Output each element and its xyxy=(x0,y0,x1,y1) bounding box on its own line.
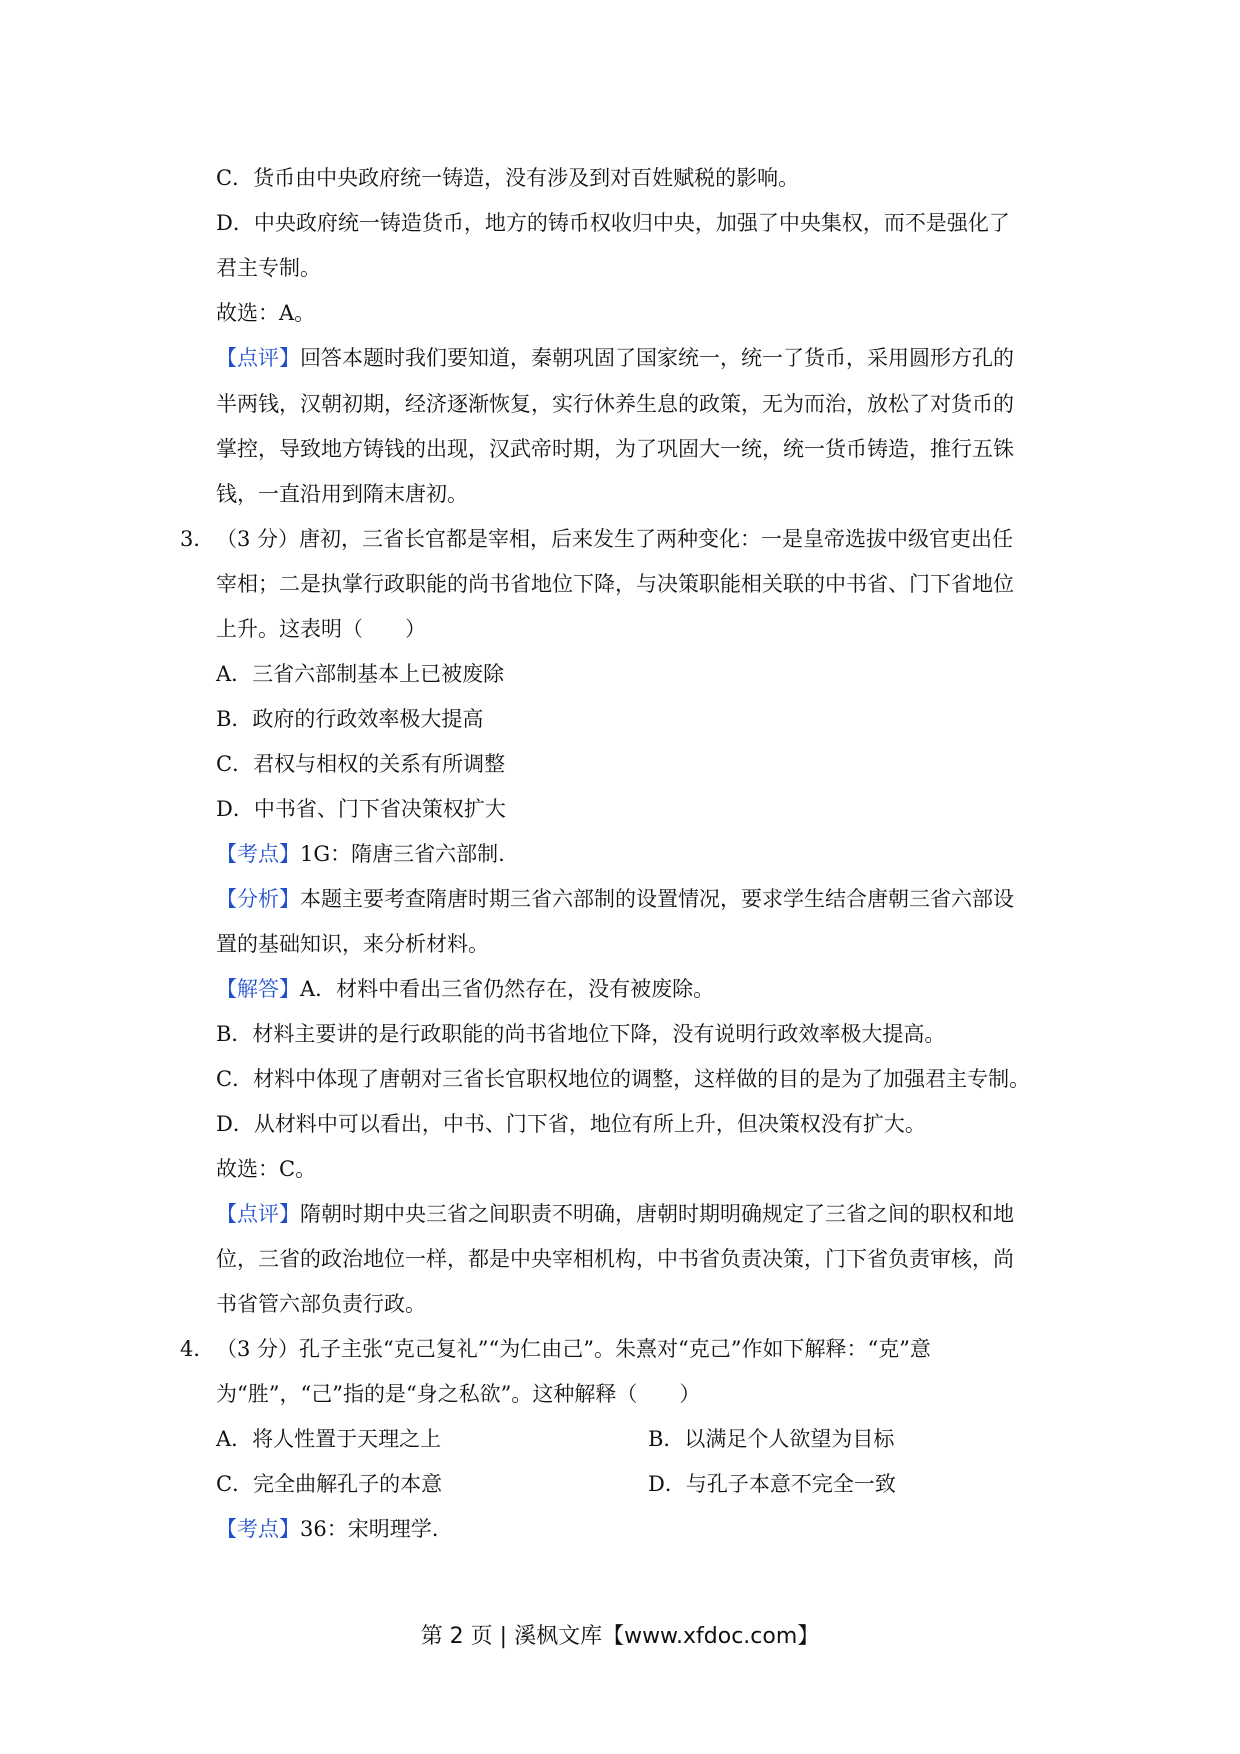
comment-tag: 【点评】 xyxy=(216,1202,300,1226)
prev-comment-line3: 掌控，导致地方铸钱的出现，汉武帝时期，为了巩固大一统，统一货币铸造，推行五铢 xyxy=(216,437,1014,461)
prev-option-d-line2: 君主专制。 xyxy=(216,256,321,280)
question-4-option-a: A．将人性置于天理之上 xyxy=(216,1427,442,1451)
question-3-comment-line3: 书省管六部负责行政。 xyxy=(216,1292,426,1316)
question-3-jieda-c: C．材料中体现了唐朝对三省长官职权地位的调整，这样做的目的是为了加强君主专制。 xyxy=(216,1067,1031,1091)
question-3-fenxi-line1 xyxy=(216,884,1014,914)
kaodian-tag: 【考点】 xyxy=(216,842,300,866)
question-3-answer: 故选：C。 xyxy=(216,1157,317,1181)
kaodian-text: 1G：隋唐三省六部制. xyxy=(300,842,505,866)
kaodian-text: 36：宋明理学. xyxy=(300,1517,439,1541)
fenxi-text: 本题主要考查隋唐时期三省六部制的设置情况，要求学生结合唐朝三省六部设 xyxy=(300,887,1014,911)
question-4-option-b: B．以满足个人欲望为目标 xyxy=(648,1427,895,1451)
question-4-stem-line1: （3 分）孔子主张“克己复礼”“为仁由己”。朱熹对“克己”作如下解释：“克”意 xyxy=(216,1337,931,1361)
prev-comment-line1 xyxy=(216,343,1014,373)
comment-text: 隋朝时期中央三省之间职责不明确，唐朝时期明确规定了三省之间的职权和地 xyxy=(300,1202,1014,1226)
question-3-jieda-d: D．从材料中可以看出，中书、门下省，地位有所上升，但决策权没有扩大。 xyxy=(216,1112,926,1136)
question-3-jieda-a xyxy=(216,974,714,1004)
question-3-option-c: C．君权与相权的关系有所调整 xyxy=(216,752,506,776)
comment-tag: 【点评】 xyxy=(216,346,300,370)
question-3-option-a: A．三省六部制基本上已被废除 xyxy=(216,662,505,686)
page-footer: 第 2 页 | 溪枫文库【www.xfdoc.com】 xyxy=(420,1624,820,1649)
jieda-tag: 【解答】 xyxy=(216,977,300,1001)
question-4-number: 4． xyxy=(180,1337,215,1361)
question-4-option-c: C．完全曲解孔子的本意 xyxy=(216,1472,443,1496)
prev-option-d-line1: D．中央政府统一铸造货币，地方的铸币权收归中央，加强了中央集权，而不是强化了 xyxy=(216,211,1010,235)
question-3-comment-line1 xyxy=(216,1199,1014,1229)
question-3-jieda-b: B．材料主要讲的是行政职能的尚书省地位下降，没有说明行政效率极大提高。 xyxy=(216,1022,946,1046)
prev-answer: 故选：A。 xyxy=(216,301,316,325)
question-3-option-b: B．政府的行政效率极大提高 xyxy=(216,707,484,731)
prev-comment-line2: 半两钱，汉朝初期，经济逐渐恢复，实行休养生息的政策，无为而治，放松了对货币的 xyxy=(216,392,1014,416)
question-3-comment-line2: 位，三省的政治地位一样，都是中央宰相机构，中书省负责决策，门下省负责审核，尚 xyxy=(216,1247,1014,1271)
question-4-kaodian xyxy=(216,1514,438,1544)
jieda-text: A．材料中看出三省仍然存在，没有被废除。 xyxy=(300,977,715,1001)
prev-comment-line4: 钱，一直沿用到隋末唐初。 xyxy=(216,482,468,506)
question-3-stem-line2: 宰相；二是执掌行政职能的尚书省地位下降，与决策职能相关联的中书省、门下省地位 xyxy=(216,572,1014,596)
comment-text: 回答本题时我们要知道，秦朝巩固了国家统一，统一了货币，采用圆形方孔的 xyxy=(300,346,1014,370)
fenxi-tag: 【分析】 xyxy=(216,887,300,911)
question-3-stem-line3: 上升。这表明（ ） xyxy=(216,617,426,641)
prev-option-c: C．货币由中央政府统一铸造，没有涉及到对百姓赋税的影响。 xyxy=(216,166,800,190)
question-4-option-d: D．与孔子本意不完全一致 xyxy=(648,1472,896,1496)
question-4-stem-line2: 为“胜”，“己”指的是“身之私欲”。这种解释（ ） xyxy=(216,1382,701,1406)
kaodian-tag: 【考点】 xyxy=(216,1517,300,1541)
question-3-kaodian xyxy=(216,839,505,869)
question-3-fenxi-line2: 置的基础知识，来分析材料。 xyxy=(216,932,489,956)
question-3-number: 3． xyxy=(180,527,215,551)
question-3-option-d: D．中书省、门下省决策权扩大 xyxy=(216,797,506,821)
question-3-stem-line1: （3 分）唐初，三省长官都是宰相，后来发生了两种变化：一是皇帝选拔中级官吏出任 xyxy=(216,527,1014,551)
